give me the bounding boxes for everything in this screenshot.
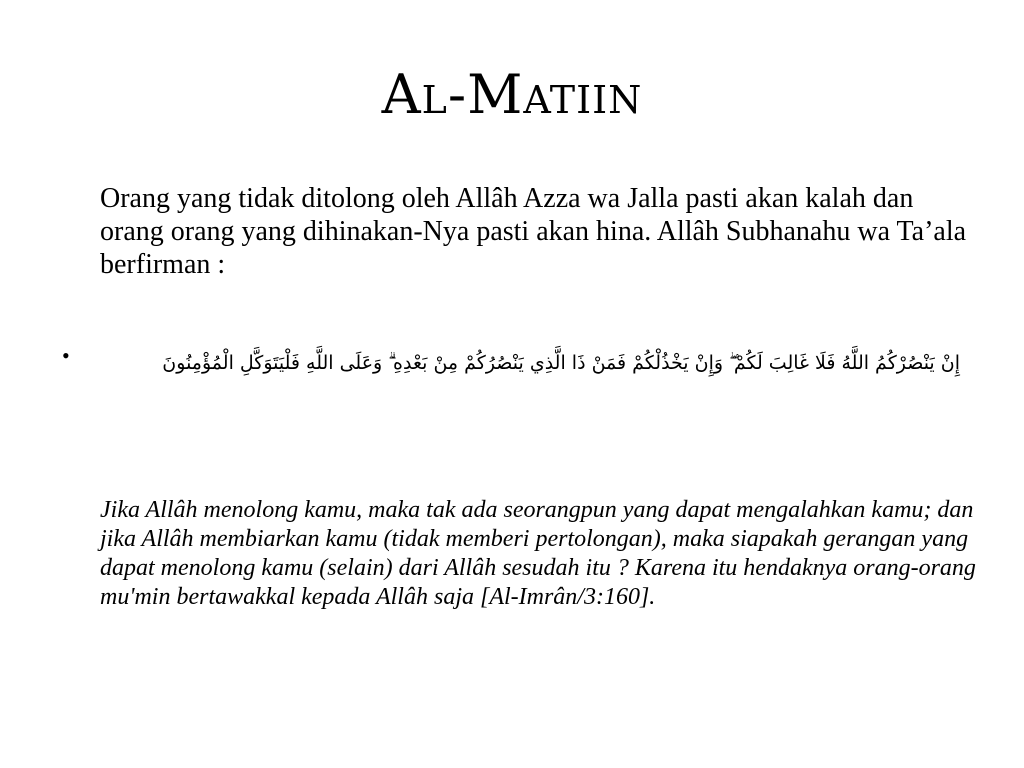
arabic-verse: إِنْ يَنْصُرْكُمُ اللَّهُ فَلَا غَالِبَ لَكُمْ ۖ وَإِنْ يَخْذُلْكُمْ فَمَنْ ذَا الَّذِي يَنْصُرُكُمْ مِنْ بَعْدِهِ ۗ وَعَلَى اللَّهِ فَلْيَتَوَكَّلِ الْمُؤْمِنُونَ (162, 352, 960, 374)
slide-title: Al-Matiin (381, 63, 643, 126)
bullet-point: • (62, 343, 70, 368)
intro-paragraph: Orang yang tidak ditolong oleh Allâh Azza wa Jalla pasti akan kalah dan orang orang yang dihinakan-Nya pasti akan hina. Allâh Subhanahu wa Ta’ala berfirman : (100, 183, 967, 280)
verse-translation: Jika Allâh menolong kamu, maka tak ada seorangpun yang dapat mengalahkan kamu; dan jika Allâh membiarkan kamu (tidak memberi pertolongan), maka siapakah gerangan yang dapat menolong kamu (selain) dari Allâh sesudah itu ? Karena itu hendaknya orang-orang mu'min bertawakkal kepada Allâh saja [Al-Imrân/3:160]. (100, 497, 976, 610)
